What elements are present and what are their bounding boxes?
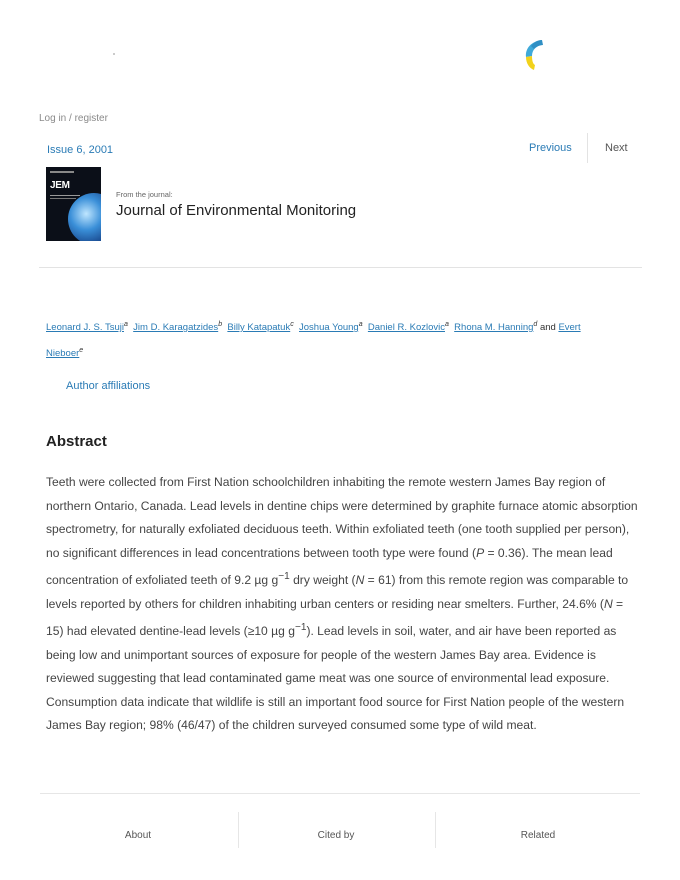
author-link[interactable]: Nieboer <box>46 348 80 360</box>
cover-globe <box>68 193 101 241</box>
abstract-text: Teeth were collected from First Nation schoolchildren inhabiting the remote western James Bay region of northern Ontario, Canada. Lead levels in dentine chips were determined by graphite furnace atomic absorption spectrometry, for naturally exfoliated deciduous teeth. Within exfoliated teeth (one tooth supplied per person), no significant differences in lead concentrations between tooth type were found (P = 0.36). The mean lead concentration of exfoliated teeth of 9.2 µg $g^{-1}$ dry weight (N = 61) from this remote region was comparable to levels reported by others for children inhabiting urban centers or residing near smelters. Further, 24.6% (N = 15) had elevated dentine-lead levels (≥10 µg $g^{-1}$). Lead levels in soil, water, and air have been reported as being low and unimportant sources of exposure for people of the western James Bay area. Evidence is reviewed suggesting that lead contaminated game meat was one source of environmental lead exposure. Consumption data indicate that wildlife is still an important food source for First Nation people of the western James Bay region; 98% (46/47) of the children surveyed consumed some type of wild meat. <box>46 475 638 733</box>
abstract-heading: Abstract <box>46 433 107 450</box>
author-link[interactable]: Joshua Young <box>299 322 359 334</box>
journal-cover-image[interactable] <box>46 167 101 241</box>
next-article-link[interactable]: Next <box>605 142 628 154</box>
divider <box>40 793 640 794</box>
cover-decoration <box>50 171 74 173</box>
author-affiliation-marker: b <box>218 321 223 328</box>
tab-divider <box>435 812 436 848</box>
author-affiliation-marker: c <box>290 321 294 328</box>
issue-link[interactable]: Issue 6, 2001 <box>47 144 114 156</box>
header-dot <box>113 53 115 55</box>
from-journal-label: From the journal: <box>116 190 173 199</box>
author-affiliation-marker: a <box>123 321 128 328</box>
author-link[interactable]: Billy Katapatuk <box>227 322 291 334</box>
author-link[interactable]: Jim D. Karagatzides <box>133 322 219 334</box>
author-link[interactable]: Rhona M. Hanning <box>454 322 534 334</box>
author-conjunction: and <box>539 322 556 334</box>
tab-related[interactable]: Related <box>520 830 556 841</box>
cover-decoration <box>50 198 76 199</box>
author-affiliation-marker: d <box>533 321 538 328</box>
nav-divider <box>587 133 588 163</box>
author-link[interactable]: Evert <box>558 322 581 334</box>
cover-decoration <box>50 195 80 196</box>
previous-article-link[interactable]: Previous <box>529 142 572 154</box>
cover-title: JEM <box>50 180 70 191</box>
author-link[interactable]: Daniel R. Kozlovic <box>367 322 445 334</box>
tab-cited-by[interactable]: Cited by <box>317 830 355 841</box>
divider <box>39 267 642 268</box>
journal-name-link[interactable]: Journal of Environmental Monitoring <box>116 202 357 219</box>
tab-about[interactable]: About <box>124 830 152 841</box>
author-affiliation-marker: a <box>444 321 449 328</box>
author-link[interactable]: Leonard J. S. Tsuji <box>46 322 124 334</box>
login-register-link[interactable]: Log in / register <box>39 113 108 124</box>
rsc-logo-icon[interactable] <box>520 37 546 71</box>
author-affiliation-marker: a <box>358 321 363 328</box>
author-affiliations-toggle[interactable]: Author affiliations <box>66 380 151 392</box>
author-list <box>46 313 636 365</box>
author-affiliation-marker: e <box>79 347 84 355</box>
